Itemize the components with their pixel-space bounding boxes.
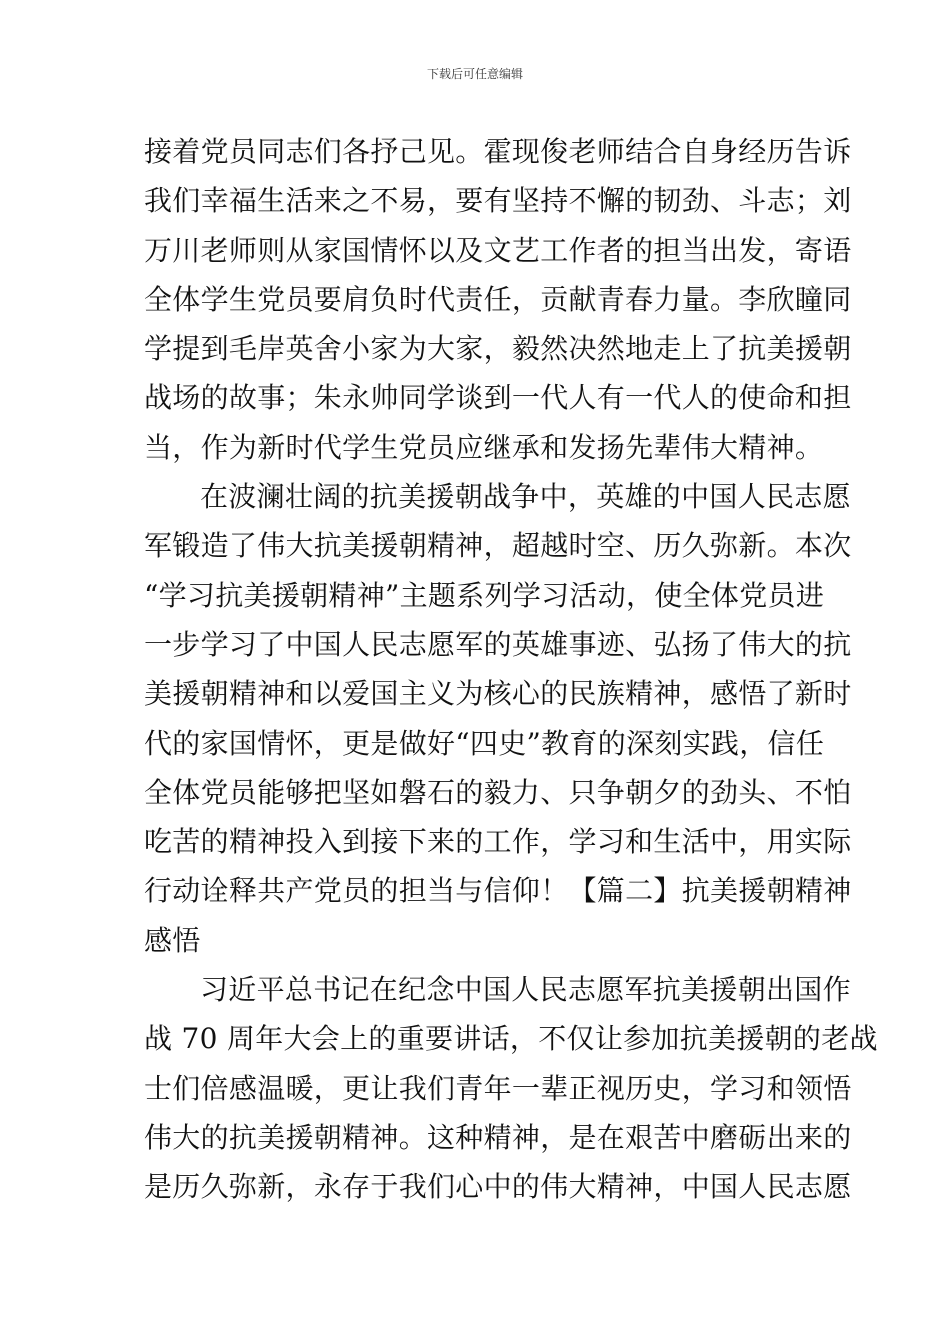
text-line: 伟大的抗美援朝精神。这种精神，是在艰苦中磨砺出来的 xyxy=(144,1120,852,1154)
text-line: 代的家国情怀，更是做好“四史”教育的深刻实践，信任 xyxy=(144,726,825,760)
text-line: 吃苦的精神投入到接下来的工作，学习和生活中，用实际 xyxy=(144,825,852,859)
paragraph-start-line: 习近平总书记在纪念中国人民志愿军抗美援朝出国作 xyxy=(200,973,851,1007)
text-line: 军锻造了伟大抗美援朝精神，超越时空、历久弥新。本次 xyxy=(144,529,852,563)
text-line: 战 70 周年大会上的重要讲话，不仅让参加抗美援朝的老战 xyxy=(144,1022,878,1056)
document-body xyxy=(144,127,878,1212)
text-line: 当，作为新时代学生党员应继承和发扬先辈伟大精神。 xyxy=(144,430,824,464)
text-line: “学习抗美援朝精神”主题系列学习活动，使全体党员进 xyxy=(144,578,825,612)
text-line: 战场的故事；朱永帅同学谈到一代人有一代人的使命和担 xyxy=(144,381,852,415)
text-line: 万川老师则从家国情怀以及文艺工作者的担当出发，寄语 xyxy=(144,233,852,267)
text-line: 士们倍感温暖，更让我们青年一辈正视历史，学习和领悟 xyxy=(144,1071,852,1105)
text-line: 我们幸福生活来之不易，要有坚持不懈的韧劲、斗志；刘 xyxy=(144,184,852,218)
text-line: 一步学习了中国人民志愿军的英雄事迹、弘扬了伟大的抗 xyxy=(144,627,852,661)
text-line: 是历久弥新，永存于我们心中的伟大精神，中国人民志愿 xyxy=(144,1170,852,1204)
text-line: 美援朝精神和以爱国主义为核心的民族精神，感悟了新时 xyxy=(144,677,852,711)
text-line: 行动诠释共产党员的担当与信仰！【篇二】抗美援朝精神 xyxy=(144,874,852,908)
text-line: 学提到毛岸英舍小家为大家，毅然决然地走上了抗美援朝 xyxy=(144,332,852,366)
text-line: 全体党员能够把坚如磐石的毅力、只争朝夕的劲头、不怕 xyxy=(144,775,852,809)
text-line: 感悟 xyxy=(144,923,201,957)
paragraph-start-line: 在波澜壮阔的抗美援朝战争中，英雄的中国人民志愿 xyxy=(200,480,851,514)
page-header: 下载后可任意编辑 xyxy=(426,67,523,81)
text-line: 全体学生党员要肩负时代责任，贡献青春力量。李欣瞳同 xyxy=(144,282,852,316)
text-line: 接着党员同志们各抒己见。霍现俊老师结合自身经历告诉 xyxy=(144,135,852,168)
